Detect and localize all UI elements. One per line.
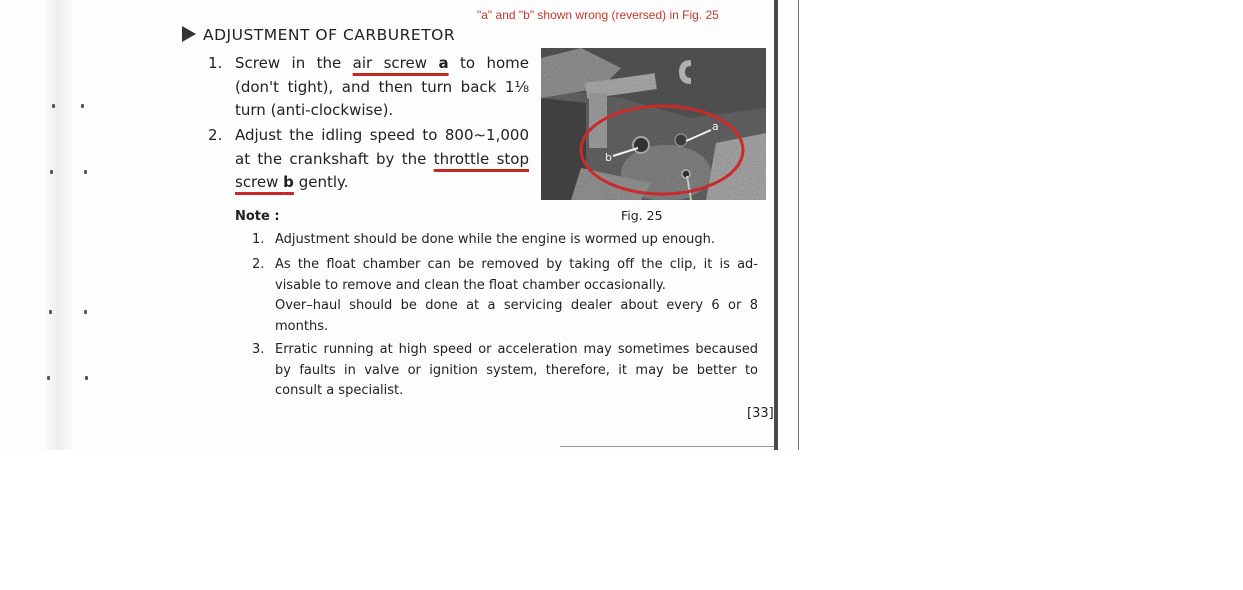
note-item-1 [252, 230, 758, 251]
scan-speck [84, 310, 87, 314]
scan-speck [85, 376, 88, 380]
scan-speck [50, 170, 53, 174]
scan-speck [81, 104, 84, 108]
scan-speck [84, 170, 87, 174]
note-item-3 [252, 340, 758, 402]
step-text: Adjust the idling speed to 800∼1,000 at the crankshaft by the [235, 126, 529, 168]
carburetor-photo-illustration [541, 48, 766, 200]
air-screw-highlight [353, 54, 449, 72]
step-text: Screw in the [235, 54, 353, 72]
scan-speck [52, 104, 55, 108]
page-gutter-shadow [45, 0, 73, 450]
throttle-stop-screw-label: throttle stop screw [235, 149, 529, 191]
note-text: As the float chamber can be removed by taking off the clip, it is ad-visable to remove and clean the float chamber occasionally. [275, 257, 758, 293]
note-number: 2. [252, 257, 265, 272]
step-number: 2. [208, 126, 223, 144]
note-number: 3. [252, 342, 265, 357]
air-screw-letter: a [438, 54, 449, 72]
note-title: Note : [235, 209, 280, 224]
page-number: [33] [747, 406, 774, 421]
figure-label-b: b [605, 151, 612, 164]
carburetor-photo [541, 48, 766, 200]
book-spine-edge [774, 0, 778, 450]
step-number: 1. [208, 54, 223, 72]
throttle-stop-screw-letter: b [283, 173, 294, 191]
step-2 [208, 124, 529, 195]
scan-speck [49, 310, 52, 314]
note-text-overhaul: Over–haul should be done at a servicing dealer about every 6 or 8 months. [275, 298, 758, 334]
section-heading-text: ADJUSTMENT OF CARBURETOR [203, 26, 456, 44]
figure-label-a: a [712, 120, 719, 133]
step-text: to home (don't tight), and then turn back 1⅛ turn (anti-clockwise). [235, 54, 530, 119]
page-bottom-rule [560, 446, 774, 447]
step-1 [208, 52, 530, 123]
note-text: Adjustment should be done while the engine is wormed up enough. [275, 232, 716, 247]
scanned-manual-page [0, 0, 800, 450]
triangle-right-icon [182, 26, 196, 42]
correction-annotation: "a" and "b" shown wrong (reversed) in Fig. 25 [477, 8, 719, 22]
figure-caption: Fig. 25 [621, 208, 663, 223]
air-screw-label: air screw [352, 54, 439, 72]
scan-speck [47, 376, 50, 380]
step-text: gently. [293, 173, 349, 191]
scan-edge-line [798, 0, 799, 450]
note-item-2 [252, 255, 758, 337]
note-number: 1. [252, 232, 265, 247]
section-heading [182, 26, 455, 44]
note-text: Erratic running at high speed or acceleration may sometimes becaused by faults in valve or ignition system, therefore, it may be better to consult a specialist. [275, 342, 758, 398]
